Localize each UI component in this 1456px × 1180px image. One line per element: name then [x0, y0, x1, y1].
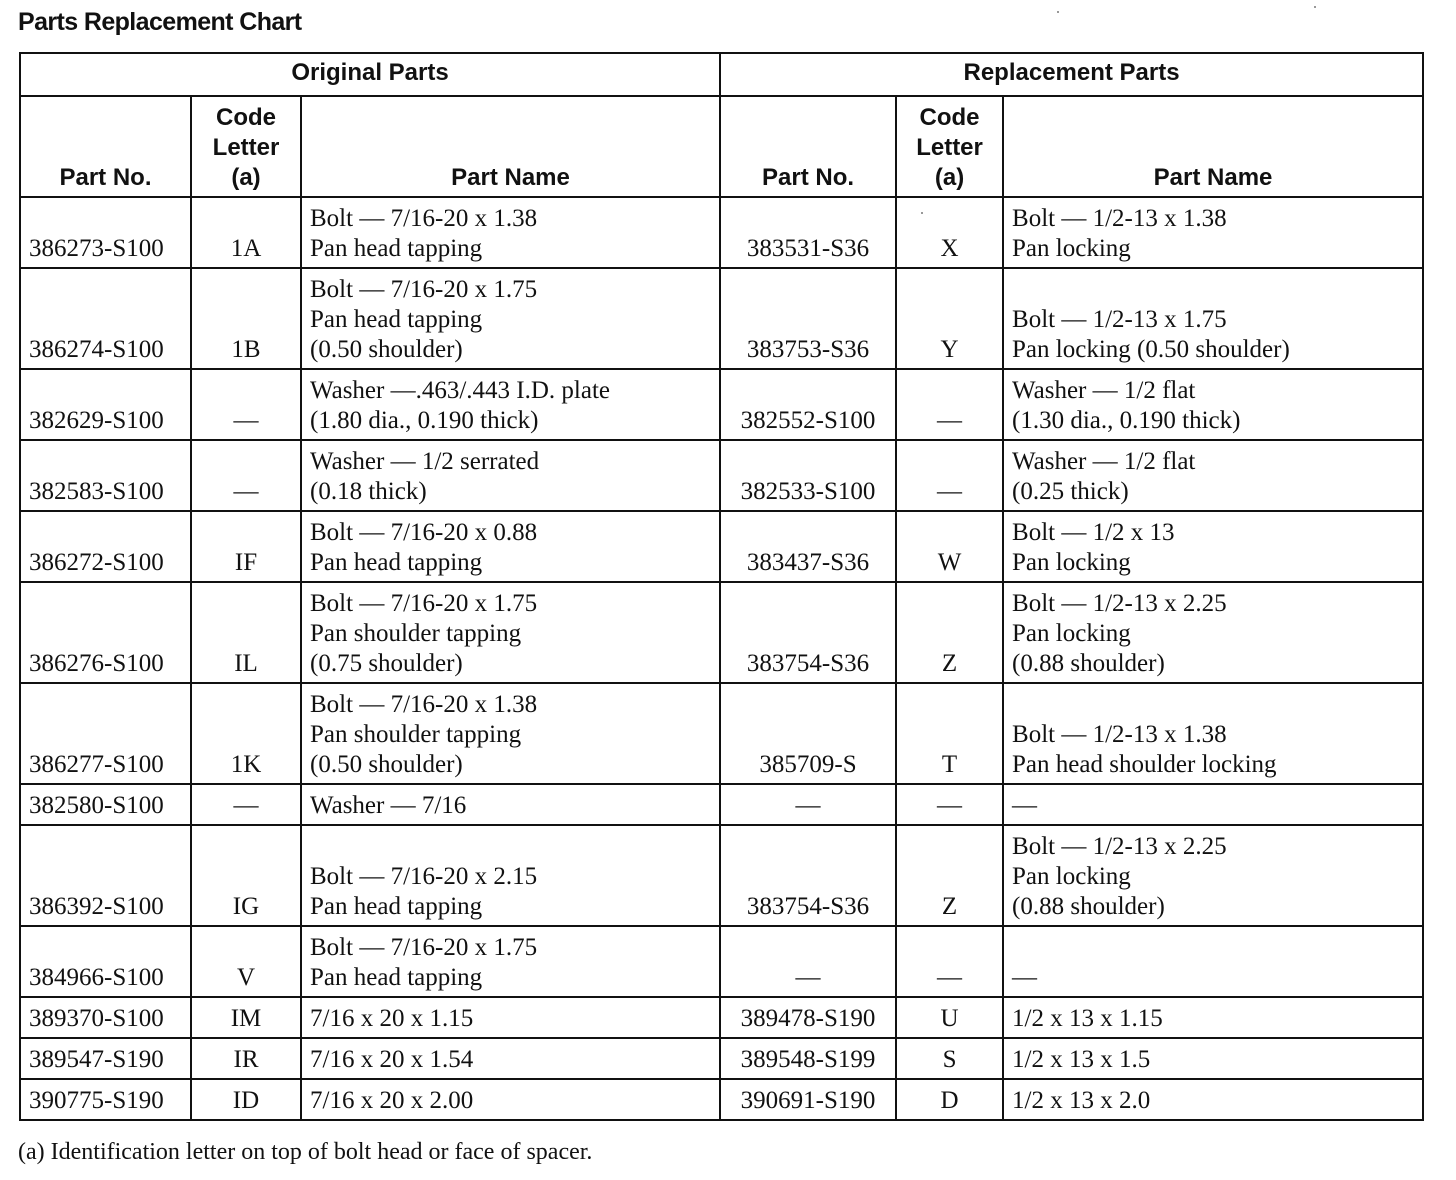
original-part-no: 389547-S190: [20, 1038, 191, 1079]
scan-speck: [1314, 6, 1316, 8]
part-name-line: Bolt — 1/2-13 x 1.75: [1012, 306, 1227, 333]
code-letter-header-line: Code: [919, 104, 980, 131]
original-part-no: 386274-S100: [20, 268, 191, 369]
replacement-code-letter-header: [896, 96, 1003, 197]
part-name-line: (1.80 dia., 0.190 thick): [310, 407, 539, 434]
replacement-part-name: [1003, 683, 1423, 784]
table-row: [20, 784, 1423, 825]
replacement-part-no: 390691-S190: [720, 1079, 896, 1120]
replacement-part-no: 383531-S36: [720, 197, 896, 268]
original-part-name: [301, 582, 720, 683]
part-name-line: (0.75 shoulder): [310, 650, 463, 677]
original-code-letter: —: [191, 369, 301, 440]
original-part-no: 386272-S100: [20, 511, 191, 582]
part-name-line: (0.25 thick): [1012, 478, 1129, 505]
footnote: (a) Identification letter on top of bolt head or face of spacer.: [18, 1139, 593, 1165]
original-part-no: 389370-S100: [20, 997, 191, 1038]
original-part-name: [301, 784, 720, 825]
original-part-name: [301, 440, 720, 511]
table-row: [20, 825, 1423, 926]
part-name-line: Pan head tapping: [310, 549, 483, 576]
part-name-line: (0.88 shoulder): [1012, 650, 1165, 677]
code-letter-header-line: (a): [231, 164, 261, 191]
replacement-part-name: [1003, 268, 1423, 369]
replacement-part-name: [1003, 582, 1423, 683]
part-name-line: 7/16 x 20 x 1.54: [310, 1046, 474, 1073]
replacement-code-letter: U: [896, 997, 1003, 1038]
original-code-letter: —: [191, 440, 301, 511]
part-name-line: Pan locking: [1012, 549, 1131, 576]
original-code-letter: 1K: [191, 683, 301, 784]
part-name-line: 1/2 x 13 x 1.5: [1012, 1046, 1151, 1073]
replacement-part-name: [1003, 926, 1423, 997]
part-name-line: (1.30 dia., 0.190 thick): [1012, 407, 1241, 434]
original-part-name: [301, 926, 720, 997]
column-header-row: [20, 96, 1423, 197]
part-name-line: Pan locking: [1012, 863, 1131, 890]
replacement-part-name: [1003, 1079, 1423, 1120]
original-part-no: 386273-S100: [20, 197, 191, 268]
replacement-part-no: 385709-S: [720, 683, 896, 784]
replacement-code-letter: —: [896, 440, 1003, 511]
replacement-code-letter: Z: [896, 582, 1003, 683]
replacement-code-letter: —: [896, 784, 1003, 825]
table-row: [20, 511, 1423, 582]
replacement-part-name: [1003, 511, 1423, 582]
original-part-name: [301, 1038, 720, 1079]
replacement-part-name: [1003, 997, 1423, 1038]
original-part-name: [301, 268, 720, 369]
part-name-line: Pan shoulder tapping: [310, 721, 522, 748]
replacement-part-no: 389478-S190: [720, 997, 896, 1038]
original-part-name: [301, 511, 720, 582]
part-name-line: (0.50 shoulder): [310, 336, 463, 363]
part-name-line: Pan locking: [1012, 620, 1131, 647]
original-part-name: [301, 369, 720, 440]
original-part-name: [301, 683, 720, 784]
part-name-line: Pan head tapping: [310, 235, 483, 262]
part-name-line: Pan head tapping: [310, 893, 483, 920]
part-name-line: Bolt — 1/2-13 x 2.25: [1012, 833, 1227, 860]
part-name-line: Bolt — 1/2 x 13: [1012, 519, 1175, 546]
part-name-line: Bolt — 1/2-13 x 2.25: [1012, 590, 1227, 617]
part-name-line: Pan head tapping: [310, 964, 483, 991]
original-part-no: 382580-S100: [20, 784, 191, 825]
code-letter-header-line: Code: [216, 104, 276, 131]
original-part-no: 382583-S100: [20, 440, 191, 511]
scan-speck: [921, 212, 923, 214]
replacement-part-name: [1003, 1038, 1423, 1079]
original-code-letter: IR: [191, 1038, 301, 1079]
part-name-line: Bolt — 1/2-13 x 1.38: [1012, 205, 1227, 232]
original-part-name: [301, 825, 720, 926]
part-name-line: 7/16 x 20 x 1.15: [310, 1005, 474, 1032]
replacement-part-name-header: Part Name: [1003, 96, 1423, 197]
replacement-part-name: [1003, 197, 1423, 268]
original-part-name: [301, 997, 720, 1038]
part-name-line: 1/2 x 13 x 1.15: [1012, 1005, 1163, 1032]
table-row: [20, 440, 1423, 511]
original-part-name: [301, 197, 720, 268]
original-code-letter: V: [191, 926, 301, 997]
part-name-line: Washer —.463/.443 I.D. plate: [310, 377, 610, 404]
part-name-line: Bolt — 1/2-13 x 1.38: [1012, 721, 1227, 748]
parts-replacement-table: [19, 52, 1424, 1121]
original-part-no: 386392-S100: [20, 825, 191, 926]
replacement-part-no: —: [720, 926, 896, 997]
original-code-letter-header: [191, 96, 301, 197]
original-code-letter: 1B: [191, 268, 301, 369]
original-part-name-header: Part Name: [301, 96, 720, 197]
table-row: [20, 997, 1423, 1038]
replacement-part-name: [1003, 784, 1423, 825]
part-name-line: Pan locking (0.50 shoulder): [1012, 336, 1290, 363]
group-header-row: [20, 53, 1423, 96]
part-name-line: Bolt — 7/16-20 x 1.75: [310, 934, 538, 961]
part-name-line: Pan head tapping: [310, 306, 483, 333]
part-name-line: Washer — 7/16: [310, 792, 467, 819]
table-row: [20, 582, 1423, 683]
replacement-part-no-header: Part No.: [720, 96, 896, 197]
original-part-no: 384966-S100: [20, 926, 191, 997]
replacement-code-letter: D: [896, 1079, 1003, 1120]
original-part-no-header: Part No.: [20, 96, 191, 197]
table-row: [20, 683, 1423, 784]
original-code-letter: IL: [191, 582, 301, 683]
replacement-code-letter: —: [896, 369, 1003, 440]
part-name-line: Pan shoulder tapping: [310, 620, 522, 647]
original-parts-header: Original Parts: [20, 53, 720, 96]
part-name-line: 7/16 x 20 x 2.00: [310, 1087, 474, 1114]
replacement-part-no: 383437-S36: [720, 511, 896, 582]
original-code-letter: 1A: [191, 197, 301, 268]
part-name-line: Bolt — 7/16-20 x 0.88: [310, 519, 538, 546]
part-name-line: (0.50 shoulder): [310, 751, 463, 778]
original-code-letter: IG: [191, 825, 301, 926]
replacement-code-letter: S: [896, 1038, 1003, 1079]
part-name-line: (0.18 thick): [310, 478, 427, 505]
original-code-letter: ID: [191, 1079, 301, 1120]
part-name-line: Bolt — 7/16-20 x 2.15: [310, 863, 538, 890]
original-part-no: 382629-S100: [20, 369, 191, 440]
original-code-letter: IM: [191, 997, 301, 1038]
part-name-line: Pan head shoulder locking: [1012, 751, 1277, 778]
part-name-line: Washer — 1/2 serrated: [310, 448, 540, 475]
original-part-no: 390775-S190: [20, 1079, 191, 1120]
table-row: [20, 1038, 1423, 1079]
original-part-no: 386277-S100: [20, 683, 191, 784]
replacement-part-no: 383754-S36: [720, 582, 896, 683]
page-title: Parts Replacement Chart: [18, 8, 302, 36]
code-letter-header-line: (a): [934, 164, 965, 191]
replacement-code-letter: Z: [896, 825, 1003, 926]
part-name-line: Pan locking: [1012, 235, 1131, 262]
replacement-part-name: [1003, 440, 1423, 511]
table-row: [20, 268, 1423, 369]
replacement-part-no: —: [720, 784, 896, 825]
code-letter-header-line: Letter: [916, 134, 983, 161]
table-row: [20, 369, 1423, 440]
part-name-line: (0.88 shoulder): [1012, 893, 1165, 920]
part-name-line: Bolt — 7/16-20 x 1.38: [310, 205, 538, 232]
replacement-code-letter: T: [896, 683, 1003, 784]
original-part-no: 386276-S100: [20, 582, 191, 683]
part-name-line: Washer — 1/2 flat: [1012, 448, 1196, 475]
scan-speck: [1057, 11, 1059, 13]
part-name-line: Bolt — 7/16-20 x 1.38: [310, 691, 538, 718]
replacement-part-no: 383753-S36: [720, 268, 896, 369]
original-part-name: [301, 1079, 720, 1120]
part-name-line: 1/2 x 13 x 2.0: [1012, 1087, 1151, 1114]
table-row: [20, 1079, 1423, 1120]
replacement-code-letter: Y: [896, 268, 1003, 369]
part-name-line: Bolt — 7/16-20 x 1.75: [310, 590, 538, 617]
original-code-letter: —: [191, 784, 301, 825]
table-row: [20, 926, 1423, 997]
replacement-part-no: 382552-S100: [720, 369, 896, 440]
original-code-letter: IF: [191, 511, 301, 582]
replacement-code-letter: W: [896, 511, 1003, 582]
replacement-parts-header: Replacement Parts: [720, 53, 1423, 96]
part-name-line: Washer — 1/2 flat: [1012, 377, 1196, 404]
part-name-line: —: [1012, 792, 1038, 819]
code-letter-header-line: Letter: [212, 134, 280, 161]
replacement-part-name: [1003, 369, 1423, 440]
replacement-part-no: 382533-S100: [720, 440, 896, 511]
part-name-line: Bolt — 7/16-20 x 1.75: [310, 276, 538, 303]
part-name-line: —: [1012, 964, 1038, 991]
table-row: [20, 197, 1423, 268]
replacement-part-no: 389548-S199: [720, 1038, 896, 1079]
replacement-part-name: [1003, 825, 1423, 926]
replacement-code-letter: —: [896, 926, 1003, 997]
replacement-code-letter: X: [896, 197, 1003, 268]
replacement-part-no: 383754-S36: [720, 825, 896, 926]
